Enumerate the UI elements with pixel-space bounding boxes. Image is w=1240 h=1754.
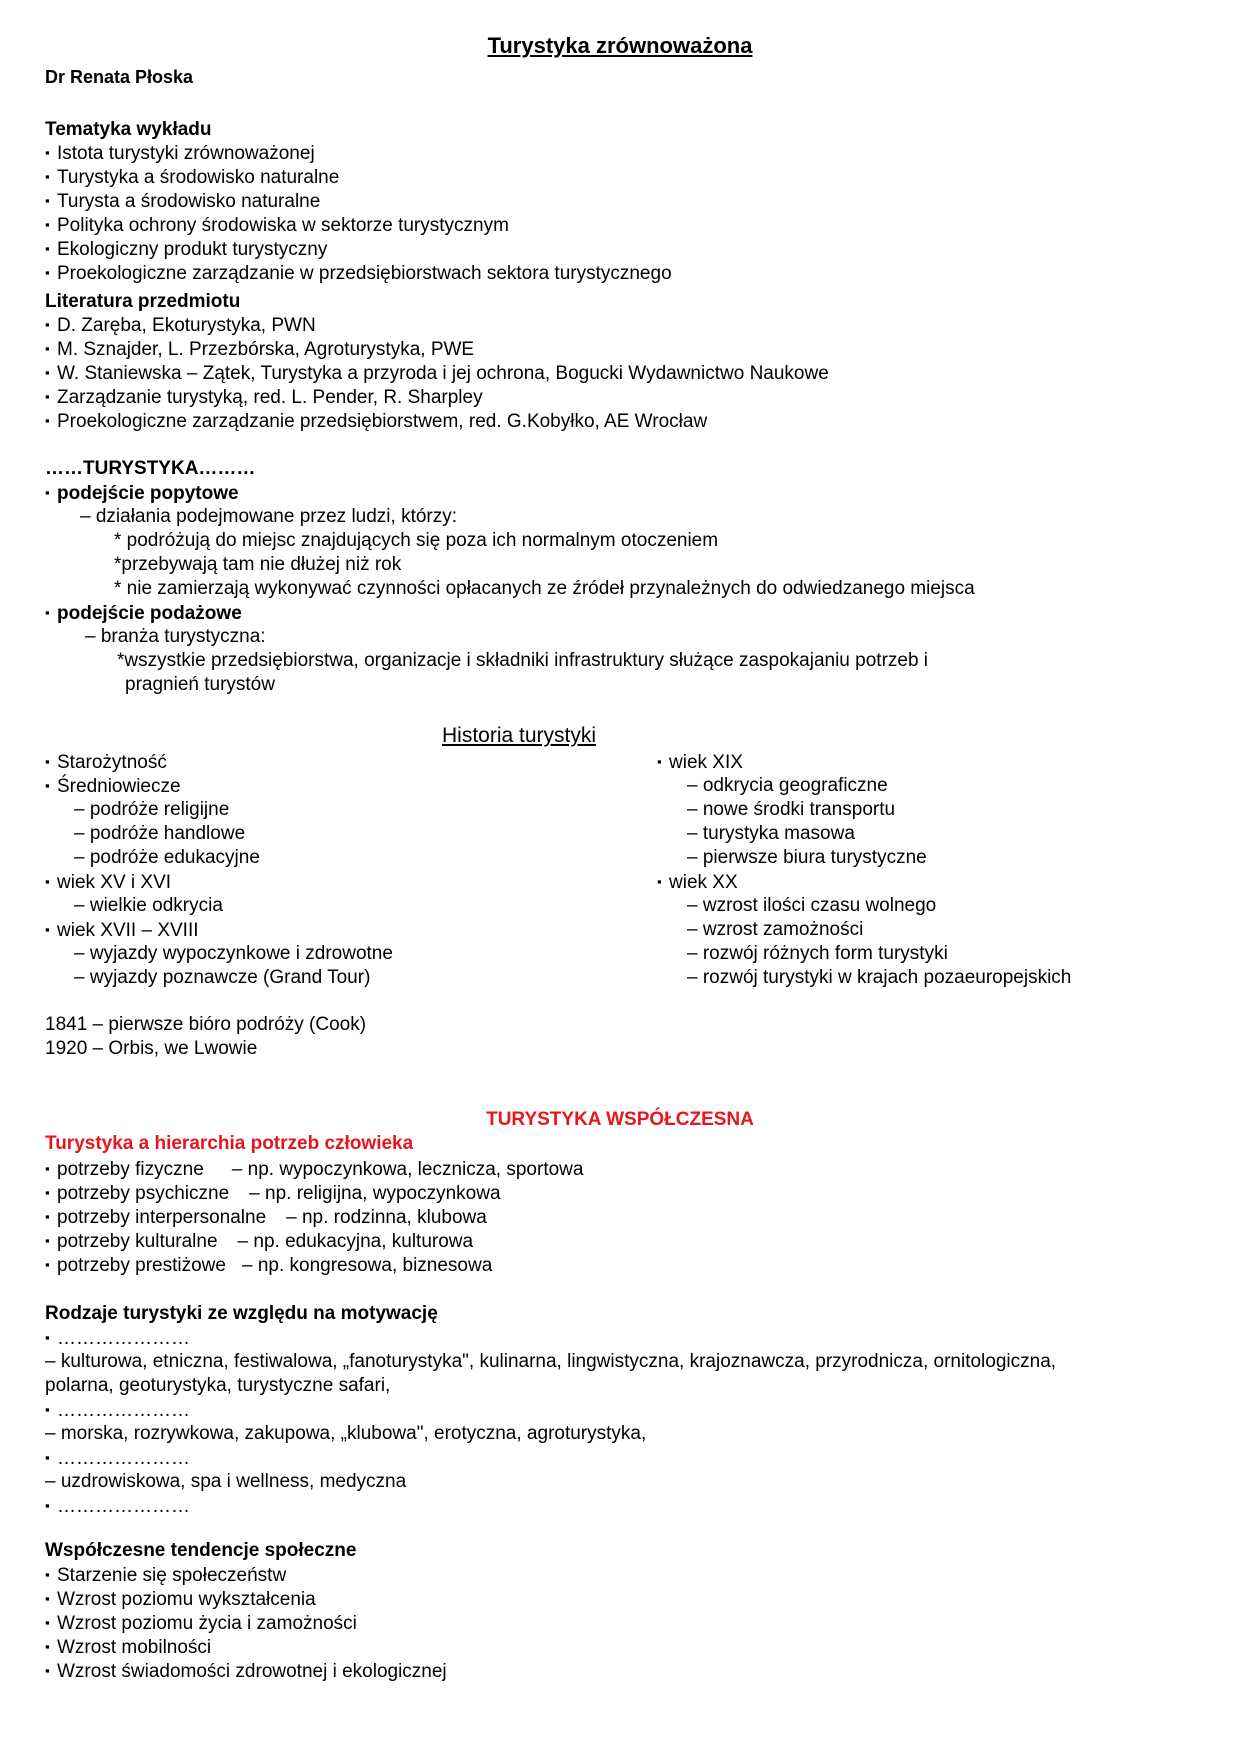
need-item (45, 1253, 492, 1278)
need-example: – np. rodzinna, klubowa (286, 1207, 487, 1228)
history-left-item: ▪ Średniowiecze (45, 774, 181, 799)
need-example: – np. religijna, wypoczynkowa (249, 1183, 501, 1204)
history-left-sub: – wyjazdy poznawcze (Grand Tour) (74, 967, 371, 988)
literature-item: ▪ M. Sznajder, L. Przezbórska, Agroturystyka, PWE (45, 337, 474, 362)
history-right-sub: – wzrost ilości czasu wolnego (687, 895, 937, 916)
history-right-item: ▪ wiek XIX (657, 750, 743, 775)
need-item (45, 1205, 487, 1230)
history-left-sub: – podróże religijne (74, 799, 230, 820)
need-example: – np. kongresowa, biznesowa (241, 1255, 493, 1276)
need-item (45, 1229, 473, 1254)
motivation-blank: ▪ ………………… (45, 1398, 190, 1423)
motivation-blank: ▪ ………………… (45, 1446, 190, 1471)
trend-item: ▪ Wzrost poziomu życia i zamożności (45, 1611, 357, 1636)
supply-point-cont: pragnień turystów (125, 674, 275, 695)
need-item (45, 1181, 501, 1206)
demand-point: * podróżują do miejsc znajdujących się poza ich normalnym otoczeniem (114, 530, 719, 551)
motivation-line: – kulturowa, etniczna, festiwalowa, „fanoturystyka", kulinarna, lingwistyczna, krajoznawcza, przyrodnicza, ornitologiczna, (45, 1351, 1057, 1372)
topic-item: ▪ Ekologiczny produkt turystyczny (45, 237, 327, 262)
need-example: – np. edukacyjna, kulturowa (237, 1231, 474, 1252)
need-label: potrzeby prestiżowe (57, 1255, 226, 1276)
trend-item: ▪ Starzenie się społeczeństw (45, 1563, 286, 1588)
demand-point: *przebywają tam nie dłużej niż rok (114, 554, 402, 575)
need-example: – np. wypoczynkowa, lecznicza, sportowa (231, 1159, 584, 1180)
motivation-blank: ▪ ………………… (45, 1494, 190, 1519)
motivation-line: polarna, geoturystyka, turystyczne safari, (45, 1375, 391, 1396)
history-right-sub: – wzrost zamożności (687, 919, 864, 940)
motivation-heading: Rodzaje turystyki ze względu na motywację (45, 1303, 438, 1324)
author: Dr Renata Płoska (45, 67, 194, 87)
trend-item: ▪ Wzrost mobilności (45, 1635, 211, 1660)
motivation-line: – uzdrowiskowa, spa i wellness, medyczna (45, 1471, 407, 1492)
history-left-sub: – wielkie odkrycia (74, 895, 223, 916)
literature-heading: Literatura przedmiotu (45, 291, 241, 312)
trend-item: ▪ Wzrost świadomości zdrowotnej i ekologicznej (45, 1659, 447, 1684)
history-heading: Historia turystyki (441, 724, 597, 747)
topic-item: ▪ Turystyka a środowisko naturalne (45, 165, 339, 190)
topics-heading: Tematyka wykładu (45, 119, 212, 140)
literature-item: ▪ W. Staniewska – Zątek, Turystyka a przyroda i jej ochrona, Bogucki Wydawnictwo Naukowe (45, 361, 829, 386)
history-left-sub: – podróże handlowe (74, 823, 246, 844)
modern-heading: TURYSTYKA WSPÓŁCZESNA (486, 1109, 754, 1130)
history-left-sub: – wyjazdy wypoczynkowe i zdrowotne (74, 943, 393, 964)
history-date: 1841 – pierwsze bióro podróży (Cook) (45, 1014, 367, 1035)
literature-item: ▪ Proekologiczne zarządzanie przedsiębiorstwem, red. G.Kobyłko, AE Wrocław (45, 409, 707, 434)
history-right-sub: – pierwsze biura turystyczne (687, 847, 927, 868)
definition-heading: ……TURYSTYKA……… (45, 458, 256, 479)
history-right-sub: – nowe środki transportu (687, 799, 896, 820)
history-left-item: ▪ Starożytność (45, 750, 167, 775)
motivation-blank: ▪ ………………… (45, 1326, 190, 1351)
supply-point: *wszystkie przedsiębiorstwa, organizacje i składniki infrastruktury służące zaspokajaniu potrzeb i (117, 650, 929, 671)
history-right-sub: – odkrycia geograficzne (687, 775, 888, 796)
history-left-item: ▪ wiek XV i XVI (45, 870, 171, 895)
need-label: potrzeby interpersonalne (57, 1207, 267, 1228)
history-left-sub: – podróże edukacyjne (74, 847, 260, 868)
history-right-sub: – rozwój różnych form turystyki (687, 943, 948, 964)
needs-heading: Turystyka a hierarchia potrzeb człowieka (45, 1133, 414, 1154)
history-left-item: ▪ wiek XVII – XVIII (45, 918, 199, 943)
supply-approach: ▪ podejście podażowe (45, 601, 242, 626)
literature-item: ▪ Zarządzanie turystyką, red. L. Pender, R. Sharpley (45, 385, 483, 410)
trend-item: ▪ Wzrost poziomu wykształcenia (45, 1587, 316, 1612)
history-right-item: ▪ wiek XX (657, 870, 738, 895)
topic-item: ▪ Polityka ochrony środowiska w sektorze turystycznym (45, 213, 509, 238)
motivation-line: – morska, rozrywkowa, zakupowa, „klubowa", erotyczna, agroturystyka, (45, 1423, 647, 1444)
topic-item: ▪ Istota turystyki zrównoważonej (45, 141, 315, 166)
demand-approach: ▪ podejście popytowe (45, 481, 239, 506)
trends-heading: Współczesne tendencje społeczne (45, 1540, 357, 1561)
topic-item: ▪ Turysta a środowisko naturalne (45, 189, 320, 214)
need-item (45, 1157, 583, 1182)
literature-item: ▪ D. Zaręba, Ekoturystyka, PWN (45, 313, 316, 338)
document-title: Turystyka zrównoważona (487, 33, 753, 58)
history-right-sub: – turystyka masowa (687, 823, 855, 844)
history-right-sub: – rozwój turystyki w krajach pozaeuropejskich (687, 967, 1072, 988)
need-label: potrzeby kulturalne (57, 1231, 218, 1252)
demand-intro: – działania podejmowane przez ludzi, którzy: (80, 506, 458, 527)
demand-point: * nie zamierzają wykonywać czynności opłacanych ze źródeł przynależnych do odwiedzanego miejsca (114, 578, 975, 599)
history-date: 1920 – Orbis, we Lwowie (45, 1038, 258, 1059)
supply-intro: – branża turystyczna: (85, 626, 266, 647)
need-label: potrzeby psychiczne (57, 1183, 230, 1204)
topic-item: ▪ Proekologiczne zarządzanie w przedsiębiorstwach sektora turystycznego (45, 261, 672, 286)
need-label: potrzeby fizyczne (57, 1159, 204, 1180)
